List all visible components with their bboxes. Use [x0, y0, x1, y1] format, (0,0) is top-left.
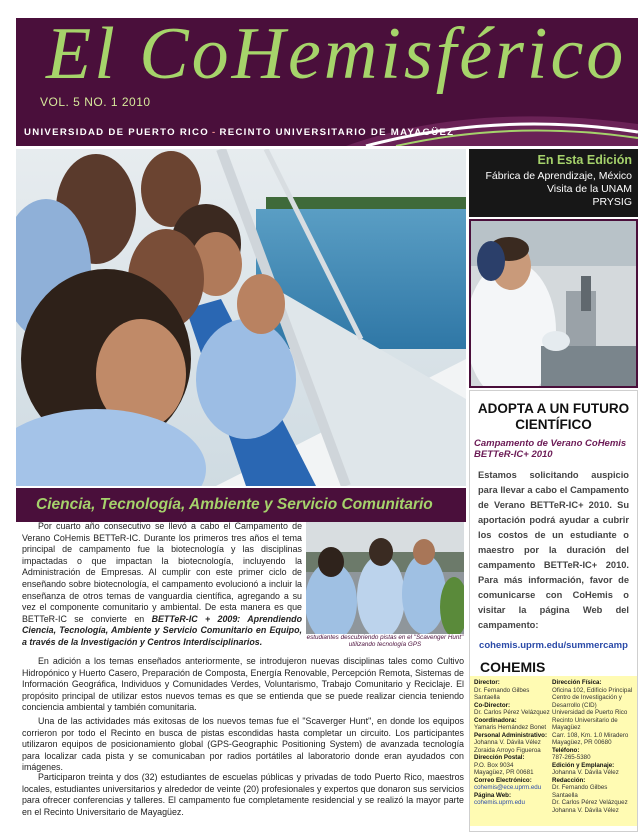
dir-value: Centro de Investigación y — [552, 694, 622, 701]
dir-value: Recinto Universitario de — [552, 716, 618, 724]
article-paragraph — [22, 656, 464, 714]
edition-item: Fábrica de Aprendizaje, México — [485, 170, 632, 182]
dir-value: Yamaris Hernández Bonet — [474, 724, 547, 731]
dir-label: Director: — [474, 679, 500, 686]
campus-name: RECINTO UNIVERSITARIO DE MAYAGÜEZ — [219, 127, 455, 138]
camp-name-emphasis: BETTeR-IC + 2009: Aprendiendo Ciencia, Tecnología, Ambiente y Servicio Comunitario en Equipo, a través de la Investigación y Centros Interdisciplinarios. — [22, 613, 302, 647]
website-link[interactable]: cohemis.uprm.edu — [474, 799, 525, 806]
dir-value: Dr. Fernando Gilbes Santaella — [474, 686, 530, 701]
cohemis-title: COHEMIS — [480, 659, 546, 675]
dir-value: Universidad de Puerto Rico — [552, 709, 628, 716]
adopt-body: Estamos solicitando auspicio para llevar a cabo el Campamento de Verano BETTeR-IC+ 2010. Su aportación podrá ayudar a cubrir los costos de un estudiante o maestro por la duración del campamento BETTeR-IC+ 2010. Para más información, favor de comunicarse con CoHemis o visitar la página Web del campamento: — [478, 470, 629, 630]
boat-students-photo — [16, 149, 466, 486]
paragraph-text: Una de las actividades más exitosas de los nuevos temas fue el "Scaverger Hunt", en donde los equipos corrieron por todo el Recinto en busca de pistas escondidas hasta completar un circuito. Los participantes utilizaron equipos de posicionamiento global (GPS-Geographic Positioning System) de avanzada tecnología para localizar cada pista y se comunicaban por radios portátiles al laboratorio donde eran ayudados con imágenes. — [22, 716, 464, 773]
adopt-title: ADOPTA A UN FUTURO CIENTÍFICO — [477, 401, 630, 432]
in-this-edition-box — [469, 149, 638, 217]
newsletter-title: El CoHemisférico — [46, 18, 627, 95]
dir-label: Edición y Emplanaje: — [552, 761, 615, 769]
edition-item: Visita de la UNAM — [546, 183, 632, 195]
article-title: Ciencia, Tecnología, Ambiente y Servicio Comunitario — [36, 496, 433, 513]
lab-microscope-photo — [469, 219, 638, 388]
dir-value: Dr. Carlos Pérez Velázquez — [474, 709, 550, 716]
dir-value: Dr. Carlos Pérez Velázquez — [552, 799, 628, 806]
email-link[interactable]: cohemis@ece.uprm.edu — [474, 784, 542, 791]
university-name: UNIVERSIDAD DE PUERTO RICO — [24, 127, 210, 138]
dir-label: Personal Administrativo: — [474, 731, 548, 739]
dir-value: Johanna V. Dávila Vélez — [552, 769, 619, 776]
paragraph-text: Por cuarto año consecutivo se llevó a cabo el Campamento de Verano CoHemis BETTeR-IC. Durante los primeros tres años el tema principal de campamento fue la biotecnología y las disciplinas impactadas o que impactan la biotecnología, incluyendo la Administración de Empresas. Al cumplir con este primer ciclo de enseñando sobre biotecnología, el campamento evolucionó a incluir la enseñanza de otros temas de vanguardia científica, agregando a su vez el componente comunitario y ambiental. De esta manera es que BETTeR-IC se convierte en — [22, 521, 302, 624]
dir-value: P.O. Box 9034 — [474, 761, 514, 769]
photo-caption: estudiantes descubriendo pistas en el "Scavenger Hunt" utilizando tecnología GPS — [306, 634, 464, 648]
article-header — [16, 488, 466, 522]
separator: - — [212, 127, 217, 138]
dir-value: Johanna V. Dávila Vélez — [474, 739, 541, 746]
dir-label: Co-Director: — [474, 701, 511, 709]
dir-value: Mayagüez, PR 00680 — [552, 739, 612, 746]
dir-value: Oficina 102, Edificio Principal — [552, 686, 633, 694]
dir-value: Mayagüez, PR 00681 — [474, 769, 534, 776]
dir-value: Dr. Fernando Gilbes Santaella — [552, 784, 608, 799]
staff-directory — [470, 676, 637, 826]
dir-value: Carr. 108, Km. 1.0 Miradero — [552, 731, 629, 739]
paragraph-text: En adición a los temas enseñados anteriormente, se introdujeron nuevas disciplinas tales como Cultivo Hidropónico y Huerto Casero, Preparación de Composta, Energía Renovable, Percepción Remota, Sistemas de Información Geográfica, Individuos y Comunidades Verdes, Voluntarismo, Trabajo Comunitario y Reciclaje. El propósito principal de utilizar estos nuevos temas es que se entienda que se puede realizar ciencia teniendo conciencia ambiental y también comunitaria. — [22, 656, 464, 713]
volume-info: VOL. 5 NO. 1 2010 — [40, 95, 151, 109]
dir-value: Zoraida Arroyo Figueroa — [474, 746, 541, 754]
paragraph-text: Participaron treinta y dos (32) estudiantes de escuelas públicas y privadas de todo Puerto Rico, maestros locales, estudiantes universitarios y alrededor de veinte (20) profesionales y expertos que donaron sus servicios para ofrecer conferencias y talleres. El campamento fue completamente residencial y se realizó la mayor parte en el Recinto Universitario de Mayagüez. — [22, 772, 464, 817]
dir-value: Mayagüez — [552, 724, 581, 731]
edition-title: En Esta Edición — [537, 153, 632, 167]
dir-label: Coordinadora: — [474, 716, 517, 724]
dir-value: Desarrollo (CID) — [552, 701, 597, 709]
article-paragraph — [22, 772, 464, 818]
adopt-subtitle: Campamento de Verano CoHemis BETTeR-IC+ 2010 — [474, 438, 627, 460]
article-paragraph — [22, 521, 302, 649]
dir-label: Página Web: — [474, 791, 512, 799]
article-paragraph — [22, 716, 464, 774]
dir-label: Dirección Física: — [552, 679, 602, 686]
masthead-banner — [16, 18, 638, 146]
dir-label: Dirección Postal: — [474, 754, 525, 761]
scavenger-hunt-photo — [306, 522, 464, 634]
edition-item: PRYSIG — [592, 196, 632, 208]
camp-url-link[interactable]: cohemis.uprm.edu/summercamp — [479, 640, 628, 651]
dir-value: 787-265-5380 — [552, 754, 591, 761]
directory-right — [552, 679, 634, 814]
dir-label: Correo Electrónico: — [474, 776, 532, 784]
dir-label: Redacción: — [552, 776, 586, 784]
dir-label: Teléfono: — [552, 746, 580, 754]
university-line — [24, 127, 454, 138]
dir-value: Johanna V. Dávila Vélez — [552, 806, 619, 814]
directory-left — [474, 679, 550, 807]
